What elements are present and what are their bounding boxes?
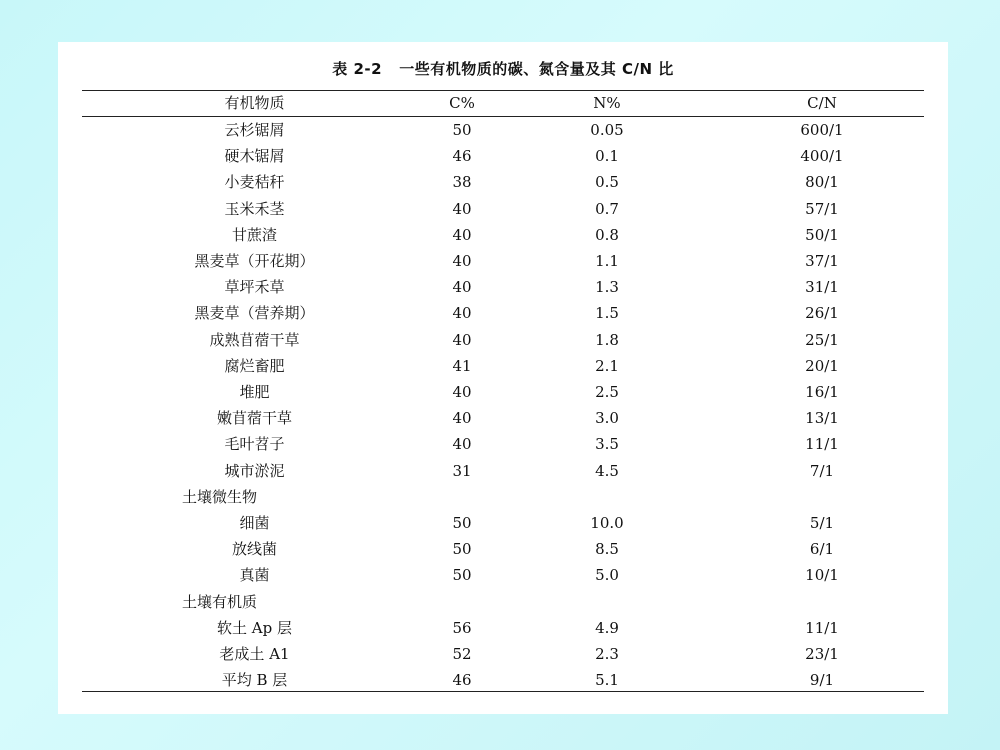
table-row <box>82 248 924 274</box>
cn-ratio-cell: 5/1 <box>809 514 835 532</box>
table-row <box>82 274 924 300</box>
cn-ratio-cell: 400/1 <box>800 147 844 166</box>
carbon-cell: 56 <box>452 618 472 637</box>
table-row <box>82 117 924 143</box>
material-cell: 玉米禾茎 <box>224 199 285 218</box>
nitrogen-cell: 2.1 <box>595 356 619 375</box>
material-cell: 云杉锯屑 <box>224 121 285 139</box>
carbon-cell: 46 <box>452 671 472 690</box>
cn-ratio-cell: 57/1 <box>805 199 839 218</box>
carbon-cell: 50 <box>452 514 472 532</box>
table-row <box>82 222 924 248</box>
nitrogen-cell: 0.05 <box>590 121 624 139</box>
table-row <box>82 458 924 484</box>
nitrogen-cell: 1.1 <box>595 252 619 270</box>
carbon-cell: 40 <box>452 409 472 428</box>
material-cell: 城市淤泥 <box>224 461 285 480</box>
material-cell: 成熟苜蓿干草 <box>209 330 300 349</box>
material-cell: 堆肥 <box>239 383 270 401</box>
material-cell: 嫩苜蓿干草 <box>216 409 292 428</box>
material-cell: 细菌 <box>239 514 270 532</box>
cn-ratio-cell: 9/1 <box>809 671 835 690</box>
cn-ratio-cell: 7/1 <box>809 461 835 480</box>
table-row <box>82 169 924 195</box>
cn-ratio-cell: 6/1 <box>809 540 835 559</box>
carbon-cell: 46 <box>452 147 472 166</box>
carbon-cell: 40 <box>452 278 472 297</box>
carbon-cell: 52 <box>452 645 472 663</box>
header-material: 有机物质 <box>224 94 285 112</box>
carbon-cell: 40 <box>452 383 472 401</box>
carbon-cell: 50 <box>452 121 472 139</box>
cn-ratio-cell: 26/1 <box>805 304 839 323</box>
cn-ratio-cell: 16/1 <box>805 383 839 401</box>
material-cell: 黑麦草（营养期） <box>194 304 315 323</box>
cn-ratio-cell: 20/1 <box>805 356 839 375</box>
cn-ratio-cell: 50/1 <box>805 225 839 244</box>
nitrogen-cell: 0.8 <box>595 225 619 244</box>
material-cell: 毛叶苕子 <box>224 435 285 454</box>
nitrogen-cell: 4.5 <box>595 461 619 480</box>
table-row <box>82 667 924 693</box>
material-cell: 软土 Ap 层 <box>217 618 292 637</box>
table-row <box>82 641 924 667</box>
material-cell: 真菌 <box>239 566 270 585</box>
nitrogen-cell: 0.7 <box>595 199 619 218</box>
carbon-cell: 40 <box>452 304 472 323</box>
cn-ratio-cell: 13/1 <box>805 409 839 428</box>
carbon-cell: 50 <box>452 566 472 585</box>
carbon-cell: 40 <box>452 199 472 218</box>
group-label: 土壤有机质 <box>182 592 258 611</box>
material-cell: 老成土 A1 <box>219 645 290 663</box>
header-nitrogen: N% <box>593 94 621 112</box>
nitrogen-cell: 1.8 <box>595 330 619 349</box>
cn-ratio-cell: 600/1 <box>800 121 844 139</box>
table-row <box>82 379 924 405</box>
header-carbon: C% <box>449 94 475 112</box>
cn-ratio-cell: 80/1 <box>805 173 839 192</box>
cn-ratio-cell: 37/1 <box>805 252 839 270</box>
nitrogen-cell: 4.9 <box>595 618 619 637</box>
table-group-row <box>82 484 924 510</box>
table-header-row <box>82 90 924 116</box>
carbon-cell: 41 <box>452 356 472 375</box>
nitrogen-cell: 1.3 <box>595 278 619 297</box>
nitrogen-cell: 2.3 <box>595 645 619 663</box>
table-row <box>82 196 924 222</box>
cn-ratio-cell: 11/1 <box>805 435 839 454</box>
material-cell: 黑麦草（开花期） <box>194 252 315 270</box>
cn-ratio-cell: 11/1 <box>805 618 839 637</box>
carbon-cell: 50 <box>452 540 472 559</box>
carbon-cell: 40 <box>452 435 472 454</box>
material-cell: 小麦秸秆 <box>224 173 285 192</box>
carbon-cell: 40 <box>452 252 472 270</box>
material-cell: 腐烂畜肥 <box>224 356 285 375</box>
header-cn-ratio: C/N <box>807 94 837 112</box>
nitrogen-cell: 5.0 <box>595 566 619 585</box>
table-row <box>82 405 924 431</box>
table-group-row <box>82 589 924 615</box>
table-row <box>82 562 924 588</box>
nitrogen-cell: 10.0 <box>590 514 624 532</box>
cn-ratio-cell: 31/1 <box>805 278 839 297</box>
nitrogen-cell: 1.5 <box>595 304 619 323</box>
table-row <box>82 143 924 169</box>
carbon-cell: 31 <box>452 461 472 480</box>
carbon-cell: 38 <box>452 173 472 192</box>
material-cell: 平均 B 层 <box>221 671 288 690</box>
cn-ratio-cell: 23/1 <box>805 645 839 663</box>
nitrogen-cell: 3.0 <box>595 409 619 428</box>
table-bottom-rule <box>82 691 924 692</box>
table-row <box>82 353 924 379</box>
nitrogen-cell: 0.5 <box>595 173 619 192</box>
carbon-cell: 40 <box>452 330 472 349</box>
nitrogen-cell: 3.5 <box>595 435 619 454</box>
carbon-cell: 40 <box>452 225 472 244</box>
nitrogen-cell: 0.1 <box>595 147 619 166</box>
material-cell: 草坪禾草 <box>224 278 285 297</box>
table-row <box>82 431 924 457</box>
cn-ratio-cell: 25/1 <box>805 330 839 349</box>
table-title: 表 2-2 一些有机物质的碳、氮含量及其 C/N 比 <box>332 60 674 78</box>
nitrogen-cell: 2.5 <box>595 383 619 401</box>
table-row <box>82 327 924 353</box>
table-row <box>82 615 924 641</box>
table-row <box>82 510 924 536</box>
table-row <box>82 536 924 562</box>
slide-card <box>58 42 948 714</box>
material-cell: 放线菌 <box>231 540 277 559</box>
material-cell: 甘蔗渣 <box>231 225 277 244</box>
nitrogen-cell: 5.1 <box>595 671 619 690</box>
material-cell: 硬木锯屑 <box>224 147 285 166</box>
cn-ratio-cell: 10/1 <box>805 566 839 585</box>
group-label: 土壤微生物 <box>182 487 258 506</box>
nitrogen-cell: 8.5 <box>595 540 619 559</box>
table-row <box>82 300 924 326</box>
